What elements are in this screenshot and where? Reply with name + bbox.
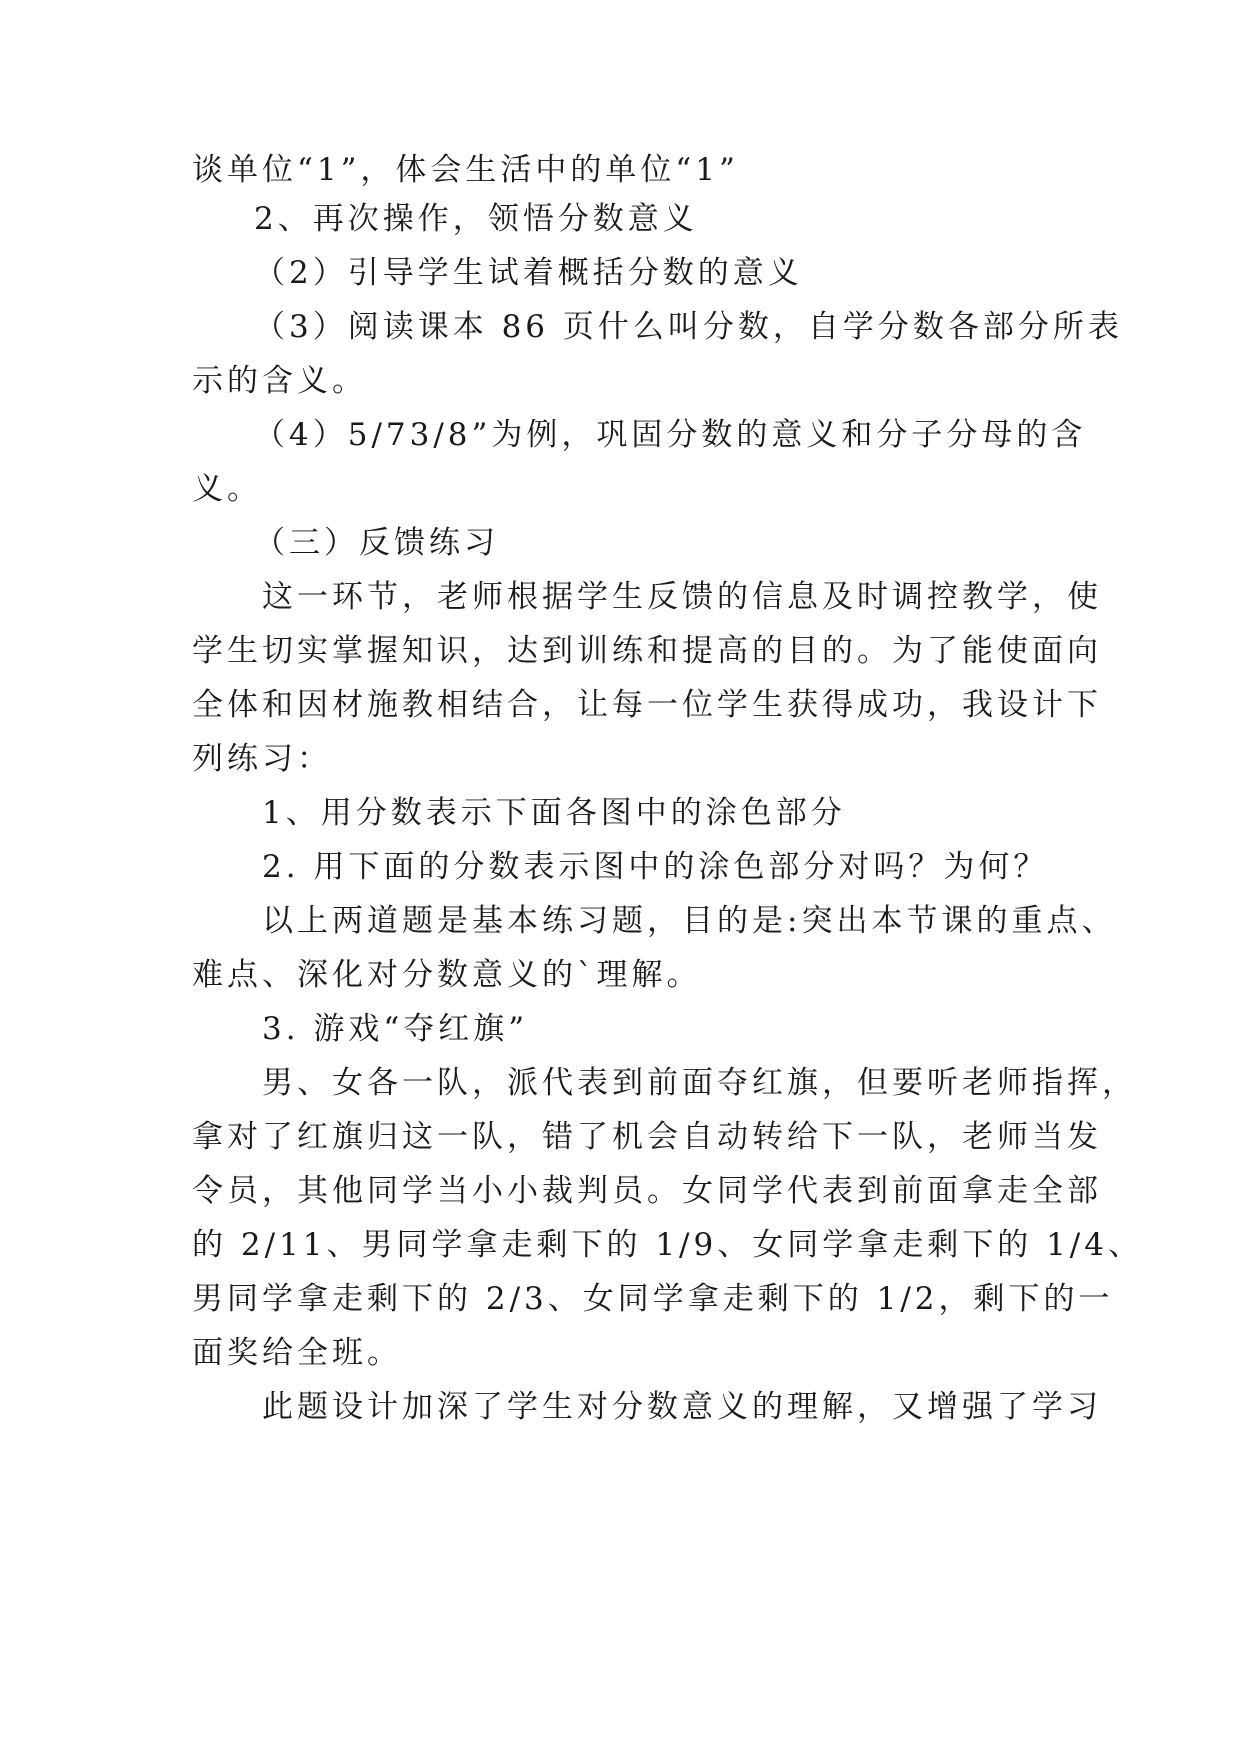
text-line: 以上两道题是基本练习题，目的是:突出本节课的重点、 xyxy=(262,903,1117,939)
text-line: （3）阅读课本 86 页什么叫分数，自学分数各部分所表 xyxy=(254,309,1123,345)
text-line: 全体和因材施教相结合，让每一位学生获得成功，我设计下 xyxy=(192,687,1102,723)
text-line: （2）引导学生试着概括分数的意义 xyxy=(254,255,803,291)
text-line: 的 2/11、男同学拿走剩下的 1/9、女同学拿走剩下的 1/4、 xyxy=(192,1227,1143,1263)
text-line: 面奖给全班。 xyxy=(192,1335,402,1371)
text-line: 学生切实掌握知识，达到训练和提高的目的。为了能使面向 xyxy=(192,633,1102,669)
text-line: 示的含义。 xyxy=(192,363,367,399)
text-line: 列练习： xyxy=(192,741,332,777)
text-line: 拿对了红旗归这一队，错了机会自动转给下一队，老师当发 xyxy=(192,1119,1102,1155)
text-line: 这一环节，老师根据学生反馈的信息及时调控教学，使 xyxy=(262,579,1102,615)
text-line: 义。 xyxy=(192,471,262,507)
text-line: （4）5/73/8”为例，巩固分数的意义和分子分母的含 xyxy=(254,417,1087,453)
text-line: 男同学拿走剩下的 2/3、女同学拿走剩下的 1/2，剩下的一 xyxy=(192,1281,1114,1317)
text-line: 此题设计加深了学生对分数意义的理解，又增强了学习 xyxy=(262,1389,1102,1425)
text-line: 谈单位“1”，体会生活中的单位“1” xyxy=(192,152,739,188)
section-heading: （三）反馈练习 xyxy=(254,525,499,561)
text-line: 令员，其他同学当小小裁判员。女同学代表到前面拿走全部 xyxy=(192,1173,1102,1209)
text-line: 1、用分数表示下面各图中的涂色部分 xyxy=(262,795,846,831)
text-line: 2. 用下面的分数表示图中的涂色部分对吗？为何？ xyxy=(262,849,1049,885)
text-line: 男、女各一队，派代表到前面夺红旗，但要听老师指挥， xyxy=(262,1065,1137,1101)
text-line: 3. 游戏“夺红旗” xyxy=(262,1011,529,1047)
text-line: 2、再次操作，领悟分数意义 xyxy=(254,201,698,237)
text-line: 难点、深化对分数意义的`理解。 xyxy=(192,957,702,993)
